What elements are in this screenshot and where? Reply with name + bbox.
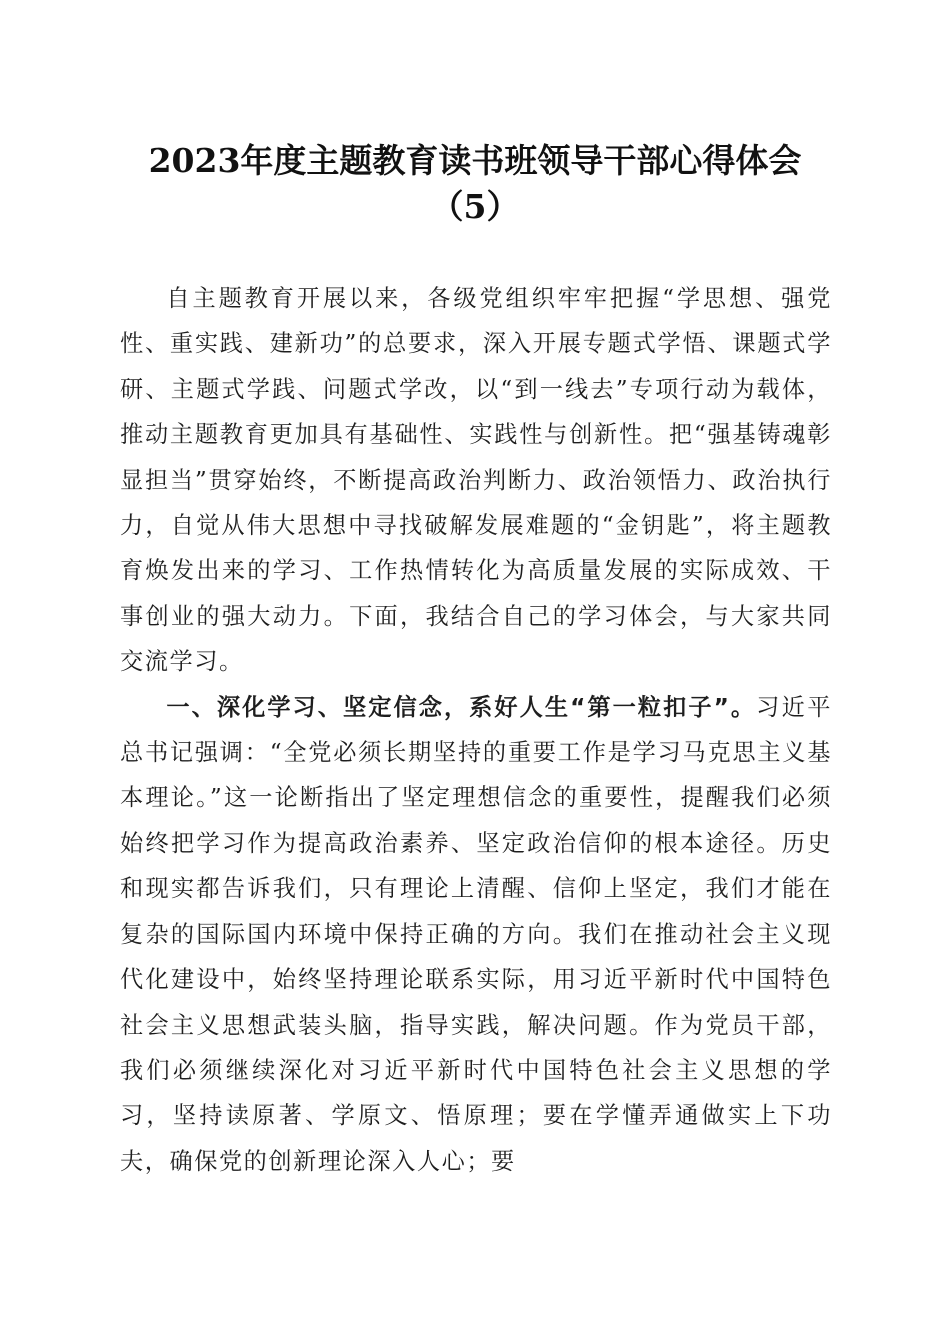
section-1-body: 习近平总书记强调：“全党必须长期坚持的重要工作是学习马克思主义基本理论。”这一论断指出了坚定理想信念的重要性，提醒我们必须始终把学习作为提高政治素养、坚定政治信仰的根本途径。历史和现实都告诉我们，只有理论上清醒、信仰上坚定，我们才能在复杂的国际国内环境中保持正确的方向。我们在推动社会主义现代化建设中，始终坚持理论联系实际，用习近平新时代中国特色社会主义思想武装头脑，指导实践，解决问题。作为党员干部，我们必须继续深化对习近平新时代中国特色社会主义思想的学习，坚持读原著、学原文、悟原理；要在学懂弄通做实上下功夫，确保党的创新理论深入人心；要 bbox=[120, 693, 832, 1175]
document-title-number: （5） bbox=[430, 187, 520, 226]
section-1-paragraph bbox=[120, 685, 832, 1184]
section-1-heading: 一、深化学习、坚定信念，系好人生“第一粒扣子”。 bbox=[166, 693, 757, 721]
intro-paragraph: 自主题教育开展以来，各级党组织牢牢把握“学思想、强党性、重实践、建新功”的总要求，深入开展专题式学悟、课题式学研、主题式学践、问题式学改，以“到一线去”专项行动为载体，推动主题教育更加具有基础性、实践性与创新性。把“强基铸魂彰显担当”贯穿始终，不断提高政治判断力、政治领悟力、政治执行力，自觉从伟大思想中寻找破解发展难题的“金钥匙”，将主题教育焕发出来的学习、工作热情转化为高质量发展的实际成效、干事创业的强大动力。下面，我结合自己的学习体会，与大家共同交流学习。 bbox=[120, 285, 832, 676]
document-title: 2023年度主题教育读书班领导干部心得体会 bbox=[148, 141, 802, 180]
document-body bbox=[120, 276, 832, 1184]
